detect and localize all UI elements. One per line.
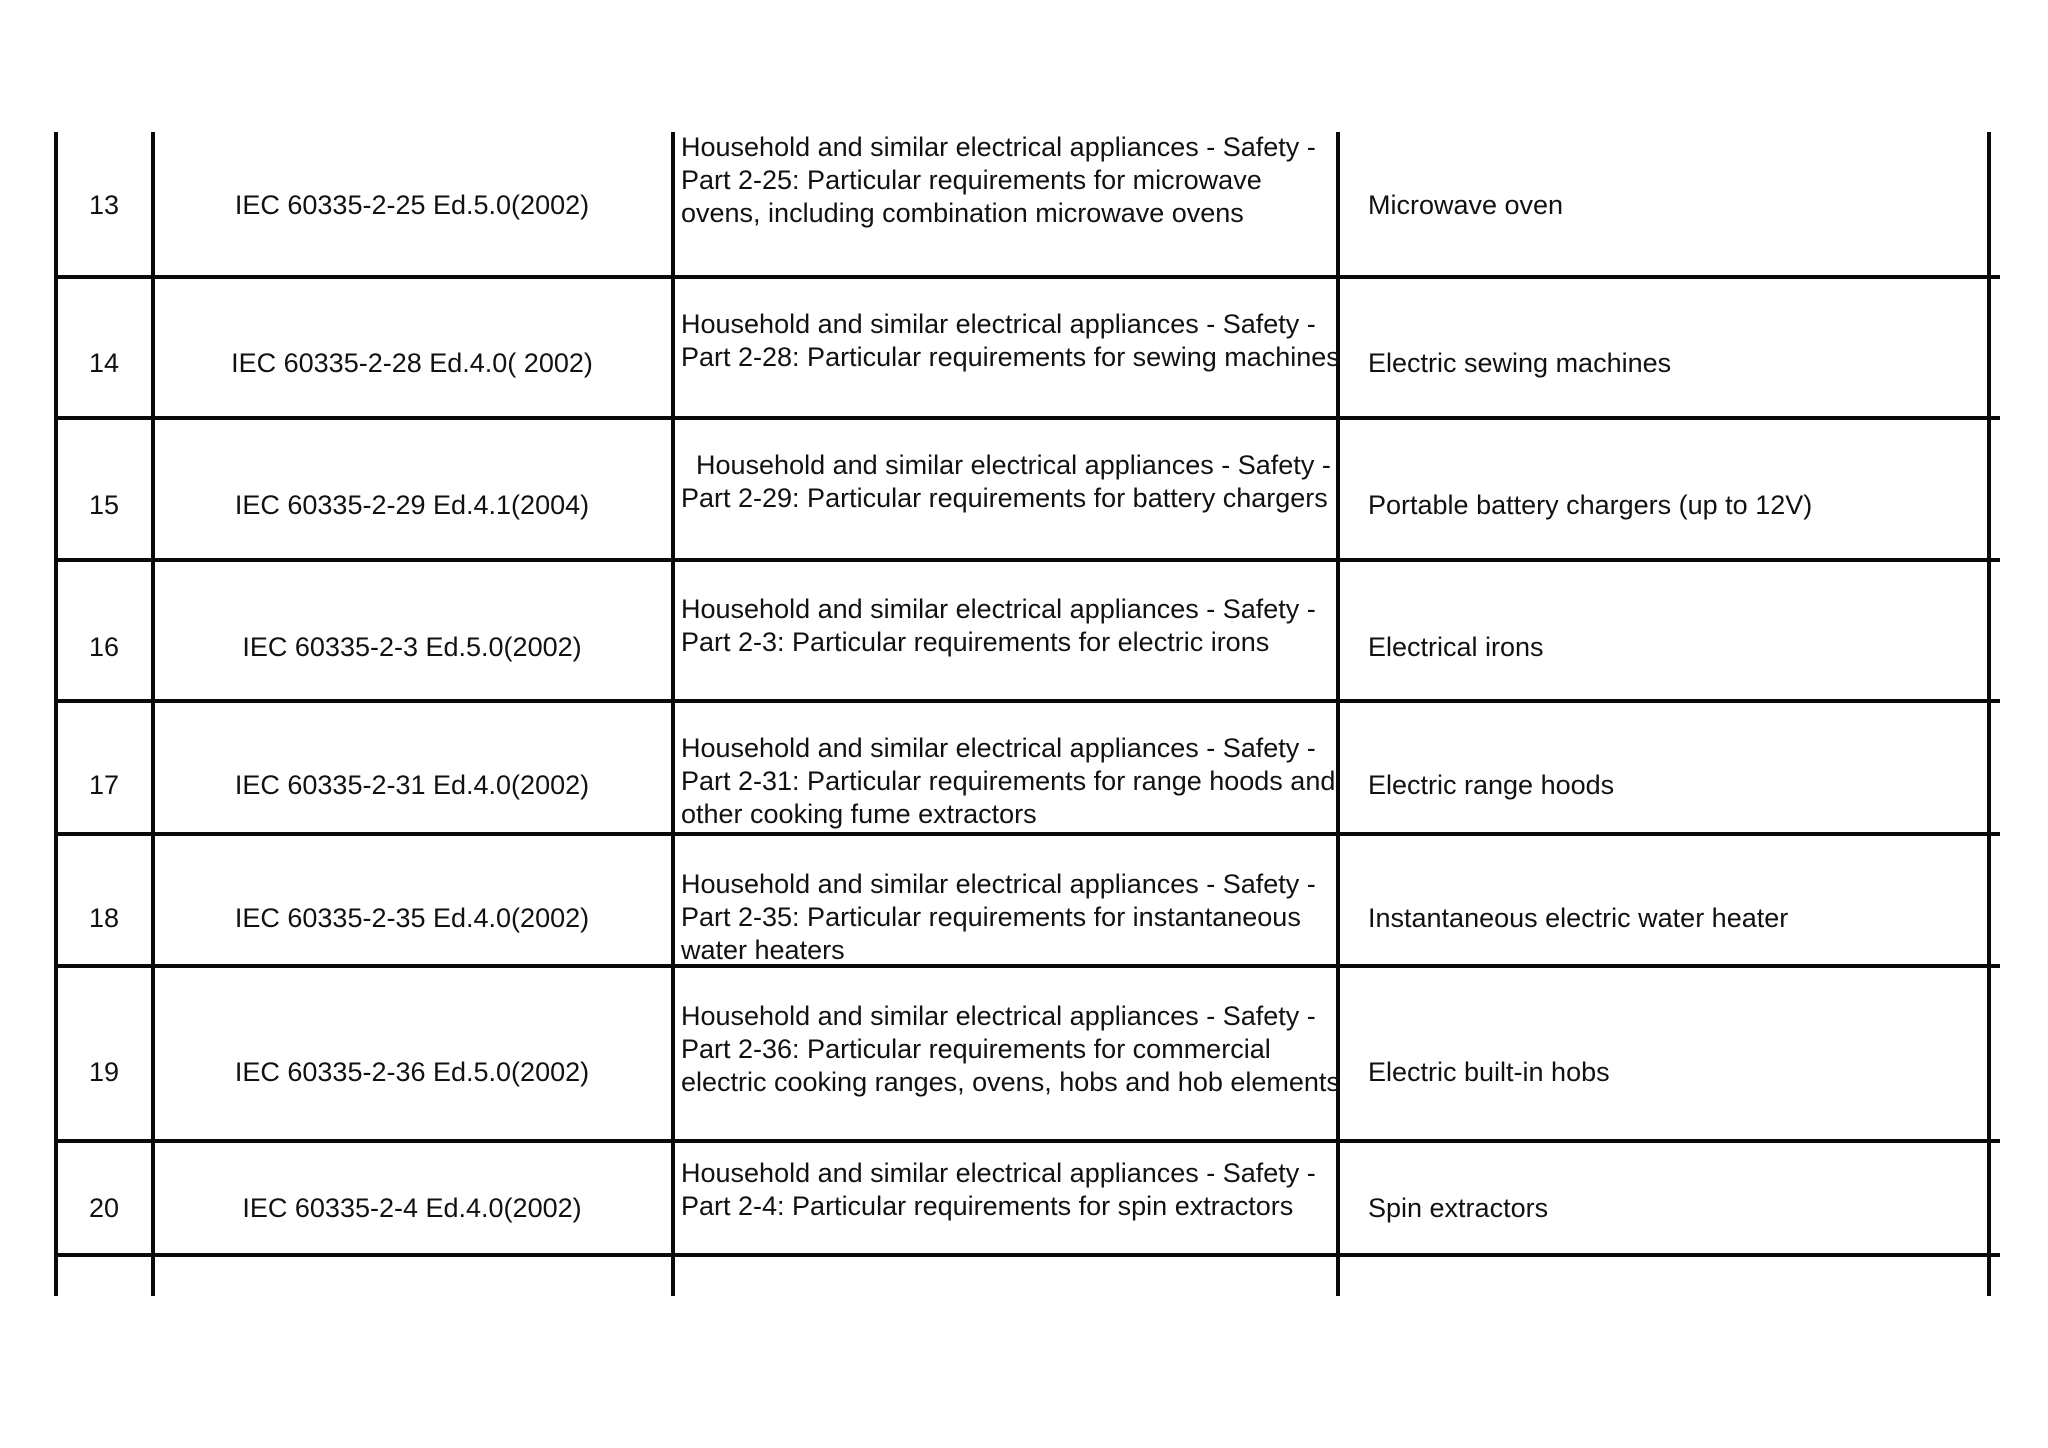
- row-divider: [54, 558, 2000, 562]
- row-number: 16: [88, 632, 120, 662]
- product-name: Electrical irons: [1368, 632, 1544, 662]
- table-border-left: [54, 132, 58, 1296]
- product-name: Electric built-in hobs: [1368, 1057, 1610, 1087]
- row-number: 19: [88, 1057, 120, 1087]
- row-number: 17: [88, 770, 120, 800]
- product-name: Portable battery chargers (up to 12V): [1368, 490, 1813, 520]
- standard-title: Household and similar electrical appliances - Safety - Part 2-36: Particular requirements for commercial electric cooking ranges, ovens, hobs and hob elements: [681, 1001, 1340, 1097]
- standard-title: Household and similar electrical appliances - Safety - Part 2-29: Particular requirements for battery chargers: [681, 450, 1331, 513]
- row-divider: [54, 832, 2000, 836]
- product-name: Electric range hoods: [1368, 770, 1615, 800]
- standard-code: IEC 60335-2-31 Ed.4.0(2002): [234, 770, 590, 800]
- row-number: 13: [88, 190, 120, 220]
- column-divider-3: [1336, 132, 1340, 1296]
- row-divider: [54, 1253, 2000, 1257]
- row-divider: [54, 275, 2000, 279]
- standard-title: Household and similar electrical appliances - Safety - Part 2-25: Particular requirements for microwave ovens, including combination microwave ovens: [681, 132, 1316, 228]
- row-divider: [54, 416, 2000, 420]
- row-divider: [54, 1139, 2000, 1143]
- product-name: Microwave oven: [1368, 190, 1564, 220]
- standard-title: Household and similar electrical appliances - Safety - Part 2-28: Particular requirements for sewing machines: [681, 309, 1340, 372]
- standard-code: IEC 60335-2-25 Ed.5.0(2002): [234, 190, 590, 220]
- row-number: 14: [88, 348, 120, 378]
- standard-code: IEC 60335-2-35 Ed.4.0(2002): [234, 903, 590, 933]
- standard-title: Household and similar electrical appliances - Safety - Part 2-4: Particular requirements for spin extractors: [681, 1158, 1316, 1221]
- row-number: 15: [88, 490, 120, 520]
- standard-code: IEC 60335-2-29 Ed.4.1(2004): [234, 490, 590, 520]
- product-name: Electric sewing machines: [1368, 348, 1672, 378]
- row-divider: [54, 699, 2000, 703]
- standard-code: IEC 60335-2-28 Ed.4.0( 2002): [231, 348, 593, 378]
- standard-code: IEC 60335-2-3 Ed.5.0(2002): [242, 632, 582, 662]
- column-divider-2: [671, 132, 675, 1296]
- standard-title: Household and similar electrical appliances - Safety - Part 2-35: Particular requirements for instantaneous water heaters: [681, 869, 1316, 965]
- product-name: Instantaneous electric water heater: [1368, 903, 1789, 933]
- standard-code: IEC 60335-2-4 Ed.4.0(2002): [242, 1193, 582, 1223]
- standard-title: Household and similar electrical appliances - Safety - Part 2-3: Particular requirements for electric irons: [681, 594, 1316, 657]
- row-number: 18: [88, 903, 120, 933]
- product-name: Spin extractors: [1368, 1193, 1549, 1223]
- column-divider-1: [151, 132, 155, 1296]
- standard-title: Household and similar electrical appliances - Safety - Part 2-31: Particular requirements for range hoods and other cooking fume extractors: [681, 733, 1336, 829]
- row-number: 20: [88, 1193, 120, 1223]
- standard-code: IEC 60335-2-36 Ed.5.0(2002): [234, 1057, 590, 1087]
- table-border-right: [1987, 132, 1991, 1296]
